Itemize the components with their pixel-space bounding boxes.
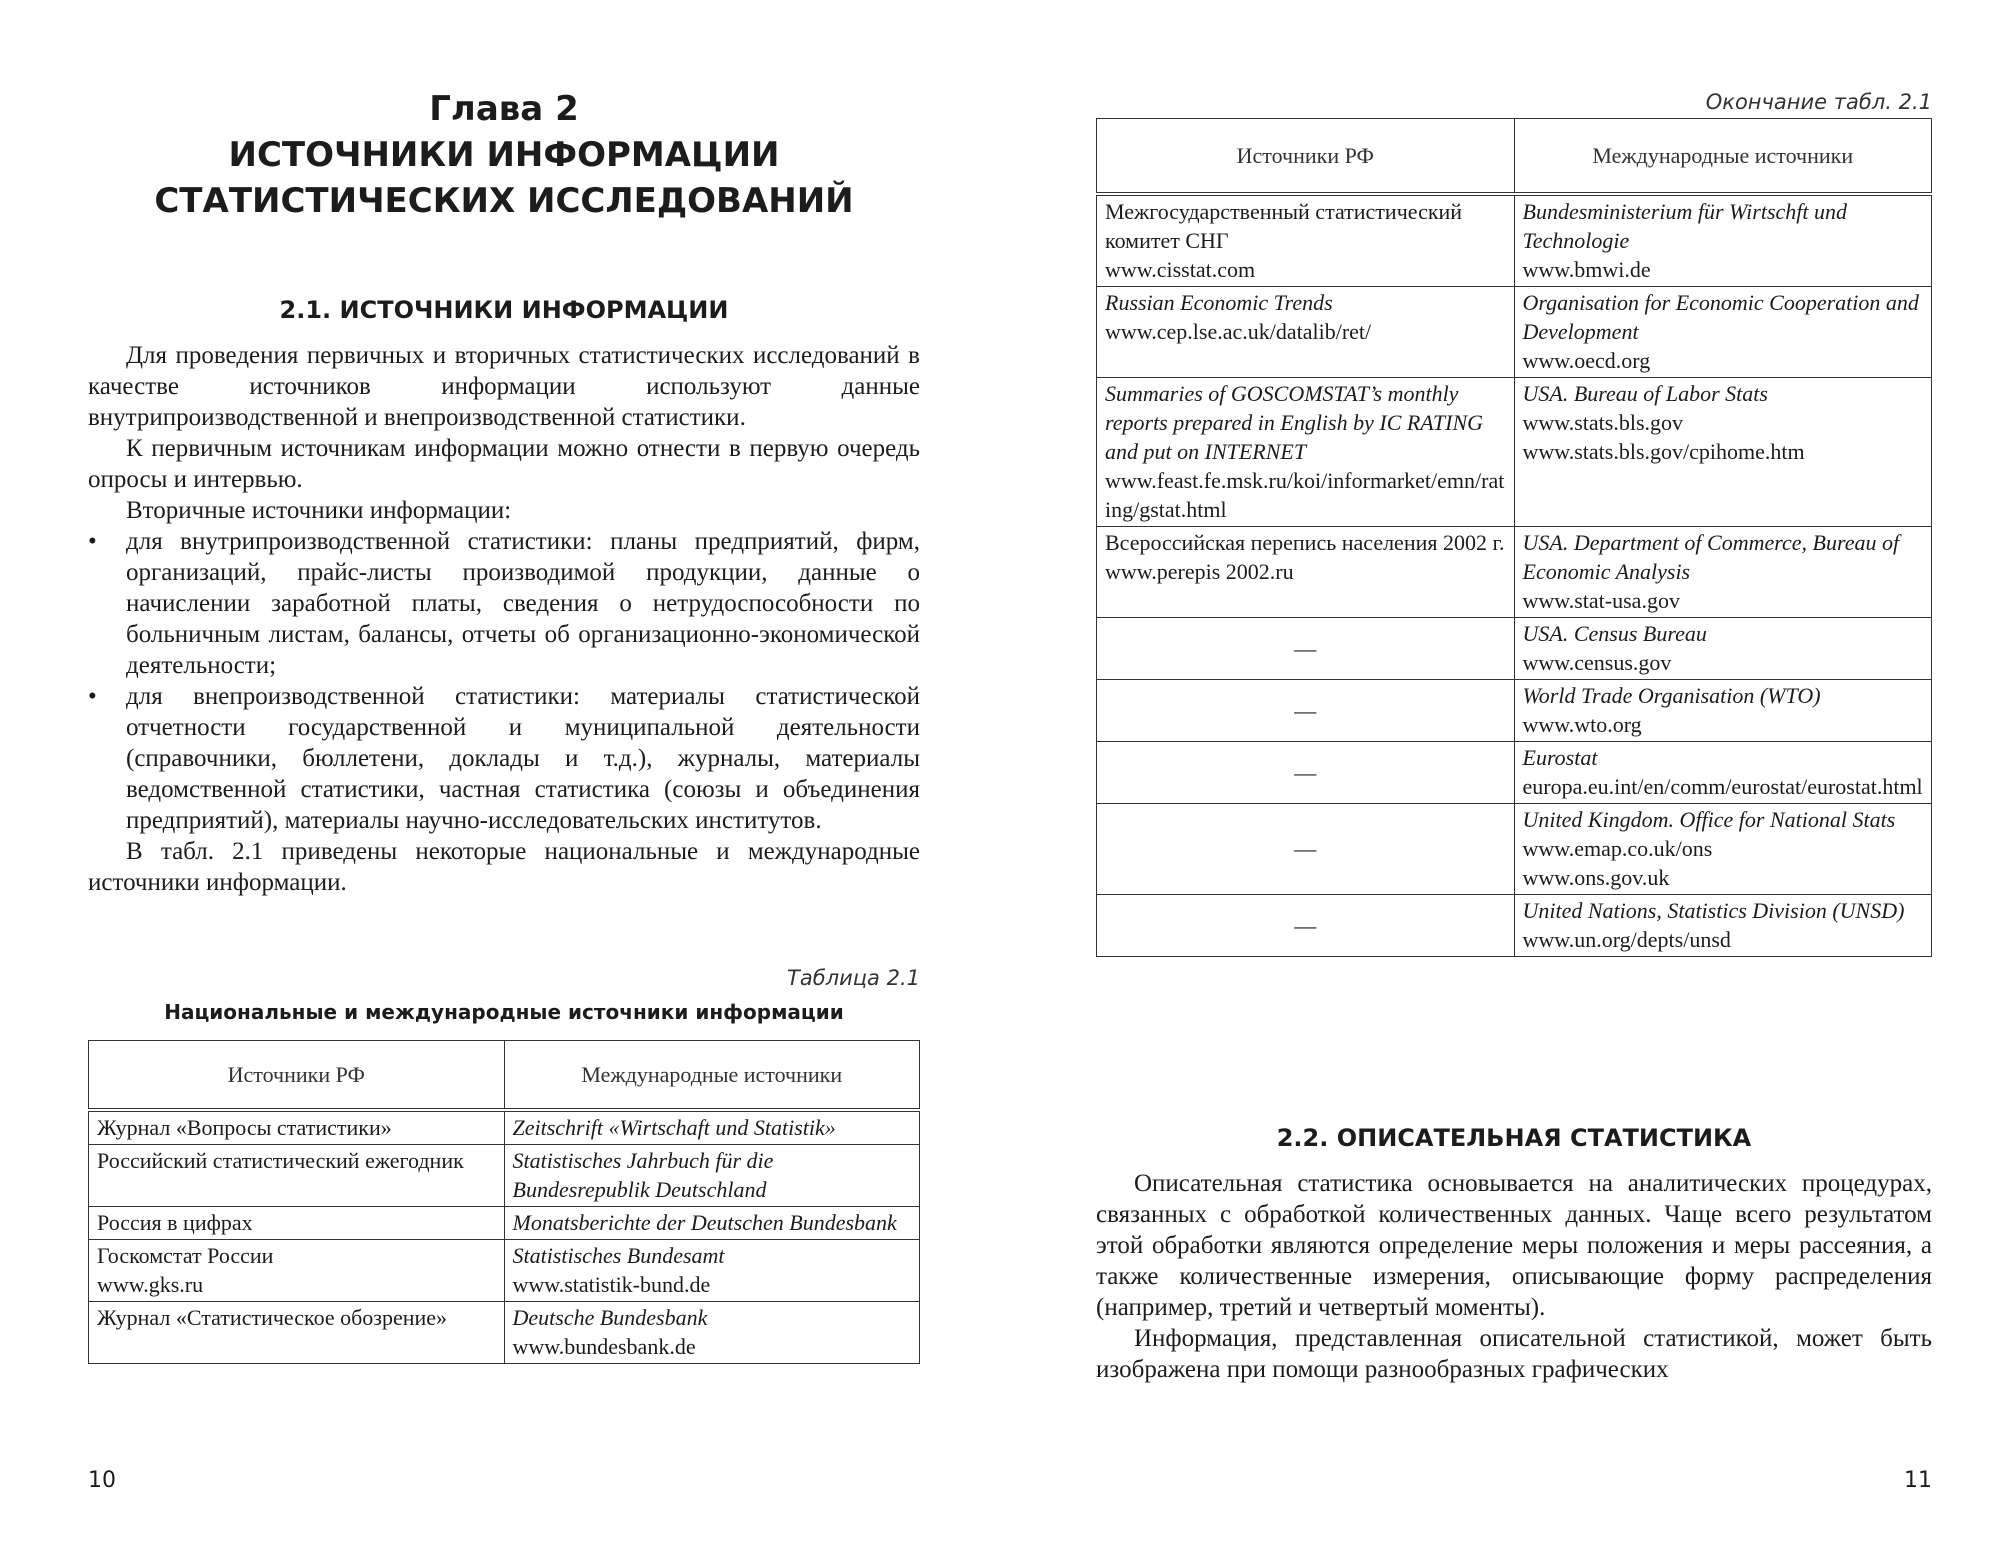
intl-source: USA. Census Bureau — [1522, 621, 1707, 646]
section-title: 2.1. ИСТОЧНИКИ ИНФОРМАЦИИ — [279, 296, 729, 324]
cell-rf — [89, 1145, 505, 1207]
cell-rf-empty: — — [1097, 618, 1515, 680]
cell-rf — [1097, 378, 1515, 527]
column-header-intl: Международные источники — [1514, 119, 1932, 195]
intl-url: www.oecd.org — [1522, 348, 1651, 373]
table-row — [1097, 194, 1932, 287]
rf-source: Россия в цифрах — [97, 1210, 253, 1235]
intl-source: Zeitschrift «Wirtschaft und Statistik» — [512, 1115, 836, 1140]
cell-intl — [1514, 680, 1932, 742]
intl-url: europa.eu.int/en/comm/eurostat/eurostat.html — [1522, 774, 1923, 799]
intl-source: World Trade Organisation (WTO) — [1522, 683, 1821, 708]
table-row — [1097, 287, 1932, 378]
table-row — [89, 1302, 920, 1364]
rf-source: Summaries of GOSCOMSTAT’s monthly reports prepared in English by IC RATING and put on INTERNET — [1105, 381, 1484, 464]
rf-url: www.cisstat.com — [1105, 257, 1256, 282]
rf-url: www.gks.ru — [97, 1272, 204, 1297]
chapter-number: Глава 2 — [429, 89, 579, 129]
rf-url: www.cep.lse.ac.uk/datalib/ret/ — [1105, 319, 1372, 344]
column-header-rf: Источники РФ — [89, 1041, 505, 1111]
cell-rf-empty: — — [1097, 895, 1515, 957]
intl-source: USA. Bureau of Labor Stats — [1522, 381, 1768, 406]
paragraph: К первичным источникам информации можно отнести в первую очередь опросы и интервью. — [88, 435, 920, 493]
cell-intl — [504, 1302, 920, 1364]
intl-url: www.emap.co.uk/ons — [1522, 836, 1713, 861]
table-row — [89, 1110, 920, 1145]
cell-intl — [1514, 618, 1932, 680]
chapter-title-line2: СТАТИСТИЧЕСКИХ ИССЛЕДОВАНИЙ — [154, 181, 854, 221]
intl-source: Bundesministerium für Wirtschft und Technologie — [1522, 199, 1847, 253]
cell-intl — [1514, 287, 1932, 378]
intl-source: United Nations, Statistics Division (UNSD) — [1522, 898, 1905, 923]
paragraph: Информация, представленная описательной статистикой, может быть изображена при помощи разнообразных графических — [1096, 1325, 1932, 1383]
cell-rf-empty: — — [1097, 680, 1515, 742]
table-row — [89, 1207, 920, 1240]
bullet-list — [88, 526, 920, 836]
intl-source: Eurostat — [1522, 745, 1598, 770]
rf-source: Всероссийская перепись населения 2002 г. — [1105, 530, 1505, 555]
rf-url: www.feast.fe.msk.ru/koi/informarket/emn/rating/gstat.html — [1105, 468, 1505, 522]
sources-table-continued — [1096, 118, 1932, 957]
table-label: Таблица 2.1 — [787, 966, 920, 990]
intl-url: www.un.org/depts/unsd — [1522, 927, 1731, 952]
cell-intl — [1514, 742, 1932, 804]
cell-rf — [1097, 194, 1515, 287]
cell-rf — [1097, 287, 1515, 378]
cell-intl — [504, 1145, 920, 1207]
intl-url: www.bmwi.de — [1522, 257, 1651, 282]
cell-intl — [504, 1240, 920, 1302]
table-row — [89, 1240, 920, 1302]
paragraph: Вторичные источники информации: — [126, 497, 512, 524]
column-header-rf: Источники РФ — [1097, 119, 1515, 195]
table-row — [1097, 895, 1932, 957]
intl-url: www.wto.org — [1522, 712, 1642, 737]
intl-url: www.statistik-bund.de — [512, 1272, 711, 1297]
intl-source: Statistisches Jahrbuch für die Bundesrepublik Deutschland — [512, 1148, 774, 1202]
intl-source: USA. Department of Commerce, Bureau of Economic Analysis — [1522, 530, 1900, 584]
list-item: • для внутрипроизводственной статистики: планы предприятий, фирм, организаций, прайс-листы производимой продукции, данные о начислении заработной платы, сведения о нетрудоспособности по больничным листам, балансы, отчеты об организационно-экономической деятельности; — [88, 526, 920, 681]
table-header-row — [89, 1041, 920, 1111]
cell-rf-empty: — — [1097, 742, 1515, 804]
cell-rf — [89, 1302, 505, 1364]
table-caption: Национальные и международные источники информации — [164, 1000, 844, 1024]
cell-rf — [89, 1110, 505, 1145]
intl-source: Organisation for Economic Cooperation and Development — [1522, 290, 1919, 344]
cell-rf — [89, 1207, 505, 1240]
section-title: 2.2. ОПИСАТЕЛЬНАЯ СТАТИСТИКА — [1276, 1124, 1752, 1152]
table-row — [1097, 527, 1932, 618]
intl-url: www.stat-usa.gov — [1522, 588, 1680, 613]
table-row — [89, 1145, 920, 1207]
table-continuation-label: Окончание табл. 2.1 — [1705, 90, 1932, 114]
cell-intl — [1514, 378, 1932, 527]
table-row — [1097, 742, 1932, 804]
rf-url: www.perepis 2002.ru — [1105, 559, 1294, 584]
intl-url: www.stats.bls.gov — [1522, 410, 1684, 435]
intl-url-2: www.ons.gov.uk — [1522, 865, 1670, 890]
table-row — [1097, 618, 1932, 680]
rf-source: Российский статистический ежегодник — [97, 1148, 464, 1173]
intl-source: Deutsche Bundesbank — [512, 1305, 708, 1330]
rf-source: Russian Economic Trends — [1105, 290, 1333, 315]
list-item: • для внепроизводственной статистики: материалы статистической отчетности государственной и муниципальной деятельности (справочники, бюллетени, доклады и т.д.), журналы, материалы ведомственной статистики, частная статистика (союзы и объединения предприятий), материалы научно-исследовательских институтов. — [88, 681, 920, 836]
cell-intl — [1514, 527, 1932, 618]
section-body — [1096, 1168, 1932, 1385]
left-page — [88, 0, 920, 1546]
table-row — [1097, 378, 1932, 527]
cell-intl — [504, 1207, 920, 1240]
cell-rf-empty: — — [1097, 804, 1515, 895]
intl-url-2: www.stats.bls.gov/cpihome.htm — [1522, 439, 1805, 464]
table-row — [1097, 680, 1932, 742]
page-number: 11 — [1904, 1468, 1932, 1493]
cell-rf — [1097, 527, 1515, 618]
cell-intl — [1514, 804, 1932, 895]
cell-intl — [1514, 895, 1932, 957]
rf-source: Журнал «Статистическое обозрение» — [97, 1305, 448, 1330]
intl-source: United Kingdom. Office for National Stats — [1522, 807, 1896, 832]
cell-intl — [504, 1110, 920, 1145]
intl-url: www.census.gov — [1522, 650, 1672, 675]
table-row — [1097, 804, 1932, 895]
cell-rf — [89, 1240, 505, 1302]
rf-source: Межгосударственный статистический комитет СНГ — [1105, 199, 1463, 253]
intl-source: Statistisches Bundesamt — [512, 1243, 725, 1268]
intl-url: www.bundesbank.de — [512, 1334, 696, 1359]
chapter-title-line1: ИСТОЧНИКИ ИНФОРМАЦИИ — [228, 135, 780, 175]
column-header-intl: Международные источники — [504, 1041, 920, 1111]
paragraph: Описательная статистика основывается на аналитических процедурах, связанных с обработкой количественных данных. Чаще всего результатом этой обработки являются определение меры положения и меры рассеяния, а также количественные измерения, описывающие форму распределения (например, третий и четвертый моменты). — [1096, 1170, 1932, 1321]
intl-source: Monatsberichte der Deutschen Bundesbank — [512, 1210, 897, 1235]
table-header-row — [1097, 119, 1932, 195]
paragraph: Для проведения первичных и вторичных статистических исследований в качестве источников информации используют данные внутрипроизводственной и внепроизводственной статистики. — [88, 342, 920, 431]
sources-table — [88, 1040, 920, 1364]
rf-source: Госкомстат России — [97, 1243, 274, 1268]
section-body — [88, 340, 920, 898]
rf-source: Журнал «Вопросы статистики» — [97, 1115, 392, 1140]
chapter-heading — [88, 86, 920, 224]
cell-intl — [1514, 194, 1932, 287]
paragraph: В табл. 2.1 приведены некоторые национальные и международные источники информации. — [88, 838, 920, 896]
right-page — [1096, 0, 1932, 1546]
page-number: 10 — [88, 1468, 116, 1493]
